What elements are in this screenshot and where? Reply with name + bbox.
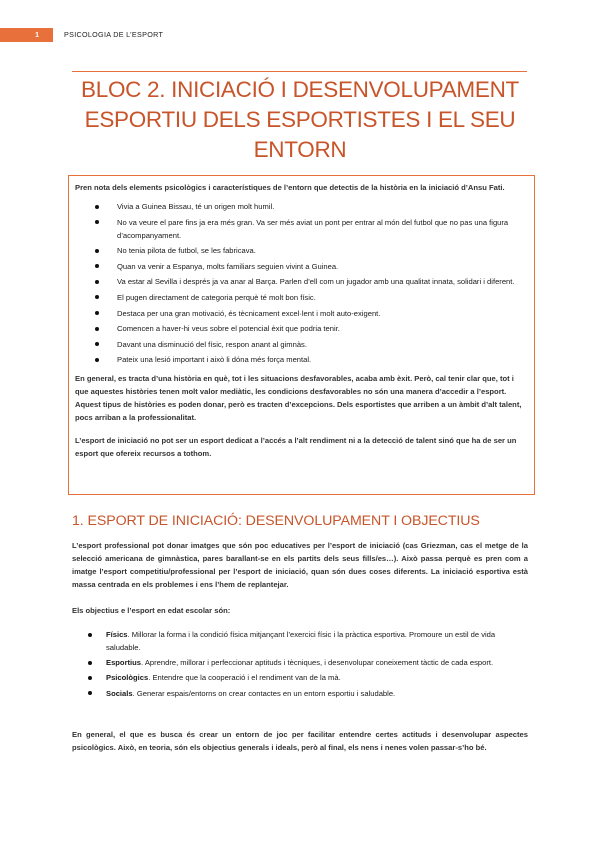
bullet-icon <box>95 264 99 268</box>
bullet-icon <box>95 358 99 362</box>
activity-box <box>68 175 535 495</box>
bullet-icon <box>95 295 99 299</box>
page-title: BLOC 2. INICIACIÓ I DESENVOLUPAMENT ESPORTIU DELS ESPORTISTES I EL SEU ENTORN <box>81 77 519 162</box>
bullet-icon <box>88 633 92 637</box>
bullet-icon <box>95 205 99 209</box>
list-item: No tenia pilota de futbol, se les fabricava. <box>75 244 529 257</box>
list-item: Socials. Generar espais/entorns on crear contactes en un entorn esportiu i saludable. <box>72 687 528 700</box>
list-item: Quan va venir a Espanya, molts familiars seguien vivint a Guinea. <box>75 260 529 273</box>
bullet-icon <box>88 661 92 665</box>
list-item: Esportius. Aprendre, millorar i perfeccionar aptituds i tècniques, i desenvolupar coneixement tàctic de cada esport. <box>72 656 528 669</box>
box-paragraph: L’esport de iniciació no pot ser un esport dedicat a l’accés a l’alt rendiment ni a la detecció de talent sinó que ha de ser un esport que ofereix recursos a tothom. <box>75 436 517 459</box>
list-item: El pugen directament de categoria perquè té molt bon físic. <box>75 291 529 304</box>
body-paragraph: Els objectius e l’esport en edat escolar són: <box>72 606 231 615</box>
list-item: Vivia a Guinea Bissau, té un origen molt humil. <box>75 200 529 213</box>
bullet-icon <box>88 691 92 695</box>
box-paragraph: En general, es tracta d’una història en què, tot i les situacions desfavorables, acaba amb èxit. Però, cal tenir clar que, tot i que aquestes històries tenen molt valor mediàtic, les condicions desfavorables no són una manera d’accedir a l’esport. Aquest tipus de històries es poden donar, però es tracten d’excepcions. Dels esportistes que arriben a un àmbit d’alt talent, pocs arriban a la professionalitat. <box>75 374 522 423</box>
bullet-icon <box>95 327 99 331</box>
bullet-icon <box>95 280 99 284</box>
bullet-icon <box>95 220 99 224</box>
list-item: Va estar al Sevilla i després ja va anar al Barça. Parlen d’ell com un jugador amb una qualitat innata, solidari i diferent. <box>75 275 529 288</box>
body-paragraph: En general, el que es busca és crear un entorn de joc per facilitar entendre certes actituds i desenvolupar aspectes psicològics. Això, en teoria, són els objectius generals i ideals, però al final, els nens i nenes volen passar-s’ho bé. <box>72 730 528 752</box>
list-item: No va veure el pare fins ja era més gran. Va ser més aviat un pont per entrar al món del futbol que no pas una figura d’acompanyament. <box>75 216 529 242</box>
list-item: Davant una disminució del físic, respon anant al gimnàs. <box>75 338 529 351</box>
box-intro: Pren nota dels elements psicològics i característiques de l’entorn que detectis de la història en la iniciació d’Ansu Fati. <box>75 183 505 192</box>
bullet-icon <box>88 676 92 680</box>
list-item: Destaca per una gran motivació, és tècnicament excel·lent i molt auto-exigent. <box>75 307 529 320</box>
bullet-icon <box>95 342 99 346</box>
bullet-icon <box>95 249 99 253</box>
running-title: PSICOLOGIA DE L’ESPORT <box>64 30 164 39</box>
list-item: Pateix una lesió important i això li dóna més força mental. <box>75 353 529 366</box>
running-header <box>0 28 599 42</box>
page-number: 1 <box>0 28 53 42</box>
list-item: Psicològics. Entendre que la cooperació i el rendiment van de la mà. <box>72 671 528 684</box>
bullet-list <box>75 200 529 366</box>
list-item: Comencen a haver-hi veus sobre el potencial èxit que podria tenir. <box>75 322 529 335</box>
list-item: Físics. Millorar la forma i la condició física mitjançant l’exercici físic i la pràctica esportiva. Promoure un estil de vida saludable. <box>72 628 528 654</box>
section-heading: 1. ESPORT DE INICIACIÓ: DESENVOLUPAMENT I OBJECTIUS <box>72 513 480 529</box>
bullet-icon <box>95 311 99 315</box>
title-rule <box>72 71 527 72</box>
body-paragraph: L’esport professional pot donar imatges que són poc educatives per l’esport de iniciació (cas Griezman, cas el metge de la selecció americana de gimnàstica, pares barallant-se en els partits dels seus fills/es…). Això passa perquè es pren com a imatge l’esport competitiu/professional per l’esport de iniciació, quan són dues coses diferents. La iniciació esportiva està massa centrada en els problemes i ens l’hem de replantejar. <box>72 541 528 589</box>
objectives-list <box>72 628 528 702</box>
